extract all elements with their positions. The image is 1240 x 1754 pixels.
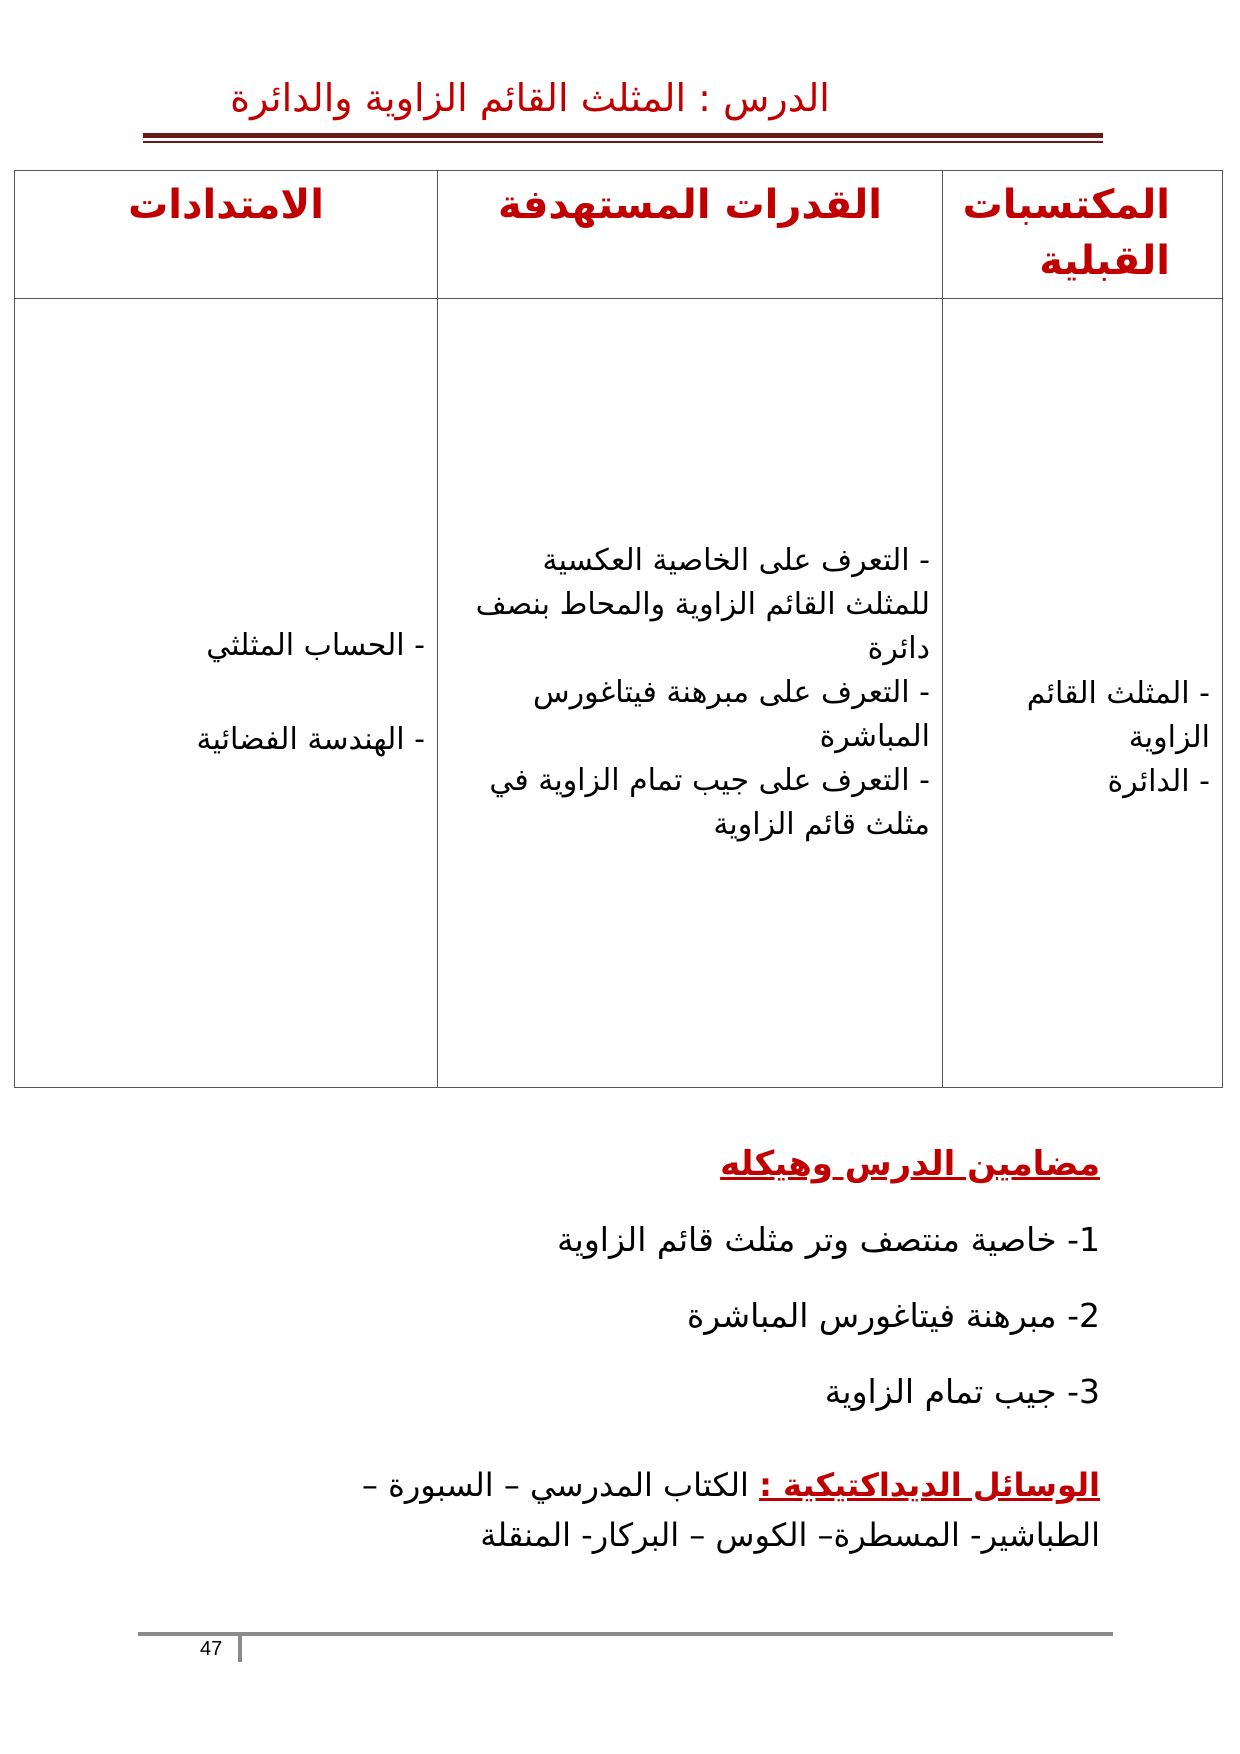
- table-body-row: [15, 299, 1223, 1088]
- list-item: - الدائرة: [1107, 764, 1210, 799]
- list-item: 3- جيب تمام الزاوية: [824, 1372, 1100, 1411]
- list-item: - التعرف على جيب تمام الزاوية في مثلث قائم الزاوية: [489, 763, 930, 842]
- list-item: - المثلث القائم الزاوية: [1026, 676, 1210, 755]
- list-item: - الحساب المثلثي: [206, 628, 425, 663]
- title-divider: [143, 133, 1103, 138]
- lesson-contents-heading: مضامين الدرس وهيكله: [720, 1144, 1100, 1184]
- page-title: الدرس : المثلث القائم الزاوية والدائرة: [230, 76, 830, 120]
- header-extensions-cell: [15, 171, 438, 299]
- list-item: 2- مبرهنة فيتاغورس المباشرة: [686, 1296, 1100, 1335]
- list-item: 1- خاصية منتصف وتر مثلث قائم الزاوية: [556, 1220, 1100, 1259]
- header-target-skills: القدرات المستهدفة: [497, 182, 883, 228]
- prior-knowledge-cell: [943, 299, 1223, 1088]
- teaching-aids: [240, 1460, 1100, 1560]
- teaching-aids-label: الوسائل الديداكتيكية :: [759, 1466, 1100, 1504]
- header-prior-knowledge: المكتسبات القبلية: [962, 182, 1170, 284]
- header-target-skills-cell: [438, 171, 943, 299]
- list-item: - التعرف على الخاصية العكسية للمثلث القائم الزاوية والمحاط بنصف دائرة: [475, 543, 930, 666]
- prior-knowledge-list: [943, 582, 1222, 804]
- page-number: 47: [200, 1638, 223, 1660]
- title-divider-thin: [143, 141, 1103, 143]
- table-header-row: [15, 171, 1223, 299]
- list-item: - الهندسة الفضائية: [196, 722, 425, 757]
- footer-divider: [138, 1632, 1113, 1636]
- lesson-contents-list: [557, 1216, 1100, 1444]
- extensions-list: [15, 624, 437, 762]
- footer-tick: [238, 1636, 242, 1662]
- target-skills-list: [438, 539, 942, 847]
- list-item: - التعرف على مبرهنة فيتاغورس المباشرة: [533, 675, 930, 754]
- header-prior-knowledge-cell: [943, 171, 1223, 299]
- extensions-cell: [15, 299, 438, 1088]
- target-skills-cell: [438, 299, 943, 1088]
- teaching-aids-text: الكتاب المدرسي – السبورة – الطباشير- المسطرة– الكوس – البركار- المنقلة: [361, 1466, 1100, 1554]
- header-extensions: الامتدادات: [128, 182, 324, 228]
- objectives-table: [14, 170, 1223, 1088]
